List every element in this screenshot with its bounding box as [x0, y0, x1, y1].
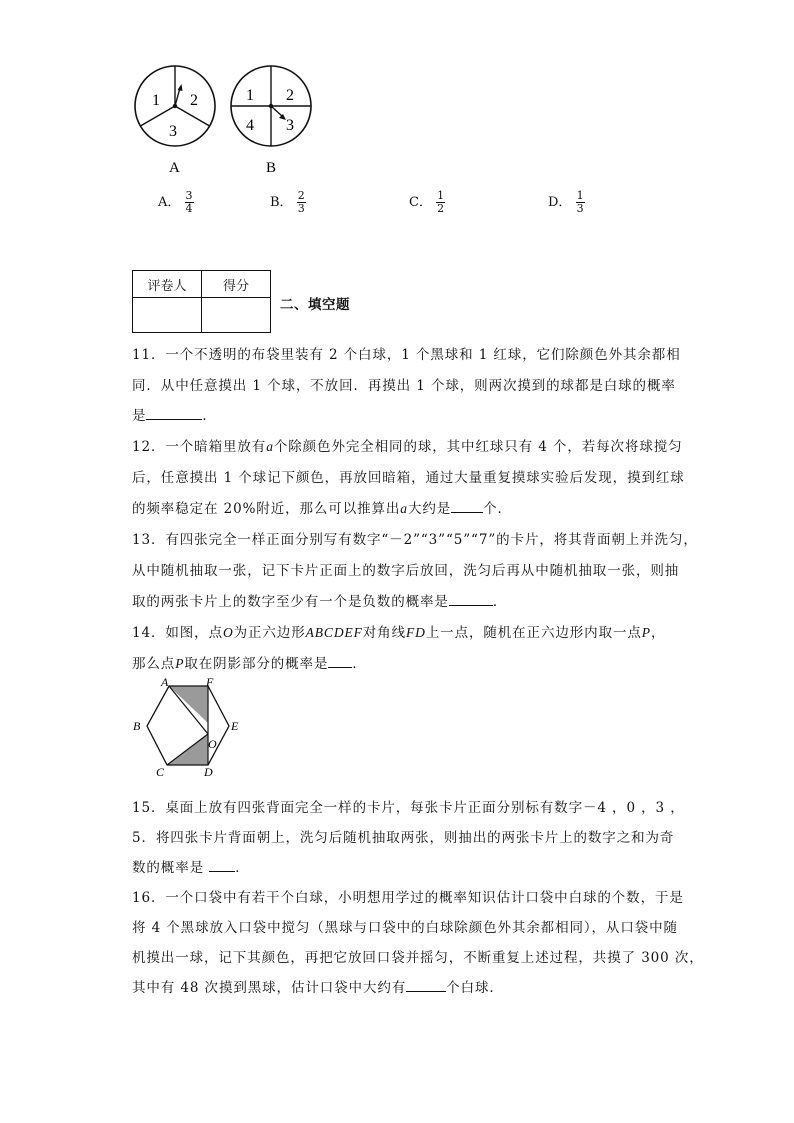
spinner-a-arrow-icon	[175, 88, 180, 106]
vertex-b: B	[133, 719, 141, 733]
q14-line-1: 14．如图，点O为正六边形ABCDEF对角线FD上一点，随机在正六边形内取一点P，	[132, 625, 666, 641]
q13-line-3: 取的两张卡片上的数字至少有一个是负数的概率是 ．	[132, 594, 508, 610]
shaded-triangle-left	[169, 686, 208, 723]
q11-line-2: 同．从中任意摸出 1 个球，不放回．再摸出 1 个球，则两次摸到的球都是白球的概率	[132, 378, 676, 394]
vertex-d: D	[204, 765, 213, 779]
option-a-label: A．	[158, 195, 181, 210]
q14-answer-blank[interactable]	[328, 655, 352, 668]
score-table-score-header: 得分	[202, 271, 271, 298]
option-b-label: B．	[270, 195, 293, 210]
q16-answer-blank[interactable]	[406, 979, 446, 992]
spinner-b-caption: B	[266, 160, 277, 176]
q15-line-2: 5．将四张卡片背面朝上，洗匀后随机抽取两张，则抽出的两张卡片上的数字之和为奇	[132, 830, 675, 846]
score-table-score-cell[interactable]	[202, 298, 271, 333]
q13-line-1: 13．有四张完全一样正面分别写有数字“－2”“3”“5”“7”的卡片，将其背面朝上并洗匀，	[132, 532, 698, 548]
spinner-b-sector-3: 3	[286, 117, 294, 134]
vertex-c: C	[156, 765, 165, 779]
q16-line-1: 16．一个口袋中有若干个白球，小明想用学过的概率知识估计口袋中白球的个数，于是	[132, 890, 684, 906]
spinner-b-arrow-icon	[271, 106, 283, 117]
q12-line-3: 的频率稳定在 20%附近，那么可以推算出a大约是 个．	[132, 501, 512, 517]
option-d-label: D．	[548, 195, 572, 210]
spinner-a-sector-1: 1	[152, 92, 160, 109]
q16-line-2: 将 4 个黑球放入口袋中搅匀（黑球与口袋中的白球除颜色外其余都相同），从口袋中随	[132, 920, 678, 936]
q13-answer-blank[interactable]	[449, 593, 493, 606]
vertex-a: A	[161, 675, 169, 689]
option-c-fraction: $\frac{1}{2}$	[437, 189, 445, 215]
option-d[interactable]	[548, 190, 585, 215]
spinner-b-sector-1: 1	[246, 87, 254, 104]
score-table	[132, 270, 271, 333]
q12-line-1: 12．一个暗箱里放有a个除颜色外完全相同的球，其中红球只有 4 个，若每次将球搅匀	[132, 439, 683, 455]
option-b[interactable]	[270, 190, 306, 215]
spinner-figure	[128, 62, 328, 180]
q11-answer-blank[interactable]	[146, 407, 202, 420]
spinner-a-caption: A	[169, 160, 180, 176]
q12-line-2: 后，任意摸出 1 个球记下颜色，再放回暗箱，通过大量重复摸球实验后发现，摸到红球	[132, 470, 685, 486]
point-o: O	[208, 737, 217, 751]
spinner-a-sector-3: 3	[169, 123, 177, 140]
option-a-fraction: $\frac{3}{4}$	[185, 189, 193, 215]
spinner-b	[231, 66, 311, 176]
vertex-e: E	[231, 719, 239, 733]
hexagon-figure	[128, 674, 258, 784]
q12-answer-blank[interactable]	[451, 500, 483, 513]
q11-line-1: 11．一个不透明的布袋里装有 2 个白球，1 个黑球和 1 红球，它们除颜色外其余都相	[132, 347, 681, 363]
spinner-b-sector-4: 4	[246, 117, 254, 134]
spinner-b-sector-2: 2	[286, 87, 294, 104]
q15-answer-blank[interactable]	[209, 859, 235, 872]
q16-line-4: 其中有 48 次摸到黑球，估计口袋中大约有 个白球．	[132, 980, 504, 996]
option-d-fraction: $\frac{1}{3}$	[576, 189, 584, 215]
q14-line-2: 那么点P取在阴影部分的概率是 ．	[132, 656, 367, 672]
score-table-grader-cell[interactable]	[133, 298, 202, 333]
score-table-grader-header: 评卷人	[133, 271, 202, 298]
vertex-f: F	[206, 675, 214, 689]
q13-line-2: 从中随机抽取一张，记下卡片正面上的数字后放回，洗匀后再从中随机抽取一张，则抽	[132, 563, 680, 579]
section-title: 二、填空题	[280, 297, 350, 313]
option-a[interactable]	[158, 190, 194, 215]
q11-line-3: 是 ．	[132, 408, 217, 424]
q15-line-1: 15．桌面上放有四张背面完全一样的卡片，每张卡片正面分别标有数字－4 ，0 ，3 ，	[132, 800, 685, 816]
spinner-a	[135, 66, 215, 176]
option-c-label: C．	[409, 195, 432, 210]
q16-line-3: 机摸出一球，记下其颜色，再把它放回口袋并摇匀，不断重复上述过程，共摸了 300 次，	[132, 950, 704, 966]
option-b-fraction: $\frac{2}{3}$	[297, 189, 305, 215]
spinner-a-sector-2: 2	[190, 92, 198, 109]
option-c[interactable]	[409, 190, 445, 215]
q15-line-3: 数的概率是 ．	[132, 860, 250, 876]
